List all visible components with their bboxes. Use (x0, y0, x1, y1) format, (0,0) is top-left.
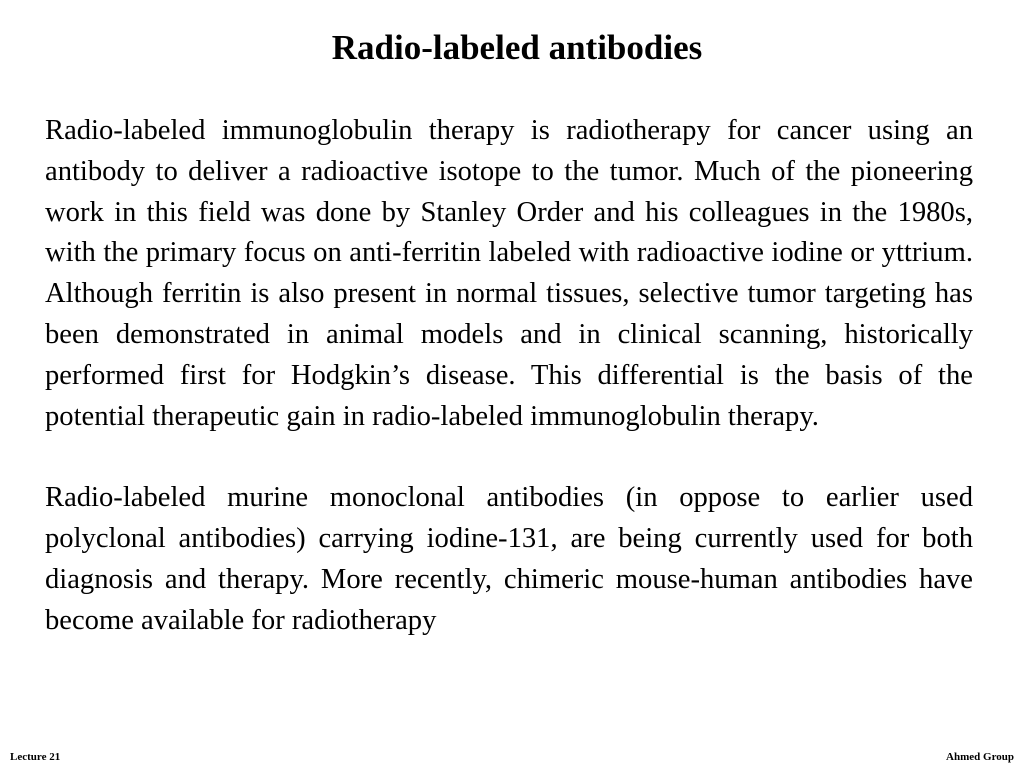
body-paragraph-1: Radio-labeled immunoglobulin therapy is radiotherapy for cancer using an antibody to deliver a radioactive isotope to the tumor. Much of the pioneering work in this field was done by Stanley Order and his colleagues in the 1980s, with the primary focus on anti-ferritin labeled with radioactive iodine or yttrium. Although ferritin is also present in normal tissues, selective tumor targeting has been demonstrated in animal models and in clinical scanning, historically performed first for Hodgkin’s disease. This differential is the basis of the potential therapeutic gain in radio-labeled immunoglobulin therapy. (45, 115, 973, 432)
footer-lecture-label: Lecture 21 (10, 751, 61, 763)
footer-group-label: Ahmed Group (946, 751, 1014, 763)
slide-title: Radio-labeled antibodies (331, 28, 703, 67)
slide-body (45, 111, 973, 641)
body-paragraph-2: Radio-labeled murine monoclonal antibodies (in oppose to earlier used polyclonal antibodies) carrying iodine-131, are being currently used for both diagnosis and therapy. More recently, chimeric mouse-human antibodies have become available for radiotherapy (45, 482, 973, 636)
